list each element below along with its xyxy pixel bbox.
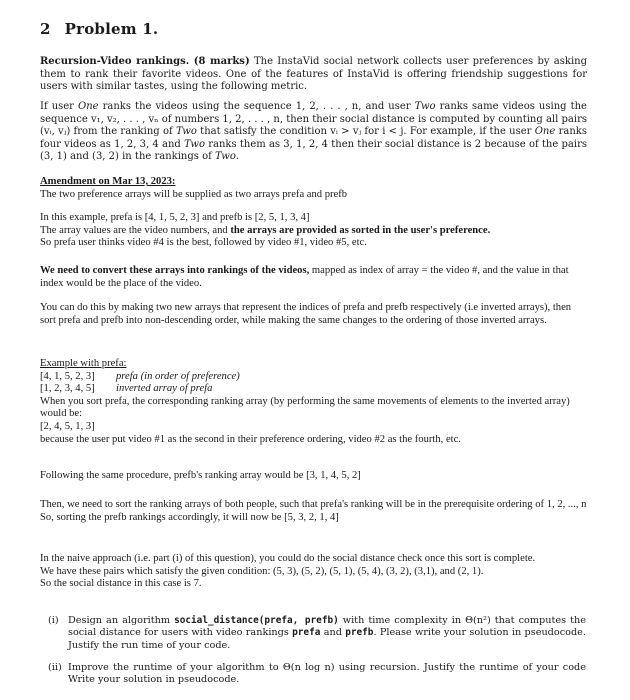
example-title: Example with prefa:	[40, 358, 127, 369]
section-title	[40, 20, 158, 38]
amendment-line: In this example, prefa is [4, 1, 5, 2, 3] and prefb is [2, 5, 1, 3, 4]	[40, 212, 310, 223]
then-text: Then, we need to sort the ranking arrays of both people, such that prefa's ranking will be in the prerequisite ordering of 1, 2, ..., n	[40, 499, 587, 510]
question-text	[68, 615, 586, 652]
user-two-name: Two	[414, 101, 436, 112]
question-label: (i)	[48, 615, 59, 626]
amendment-line: So prefa user thinks video #4 is the best, followed by video #1, video #5, etc.	[40, 237, 367, 249]
amendment-text: The array values are the video numbers, and	[40, 224, 228, 236]
code-inline: prefb	[345, 627, 374, 639]
naive-block	[40, 553, 587, 591]
code-inline: prefa	[292, 627, 321, 639]
prefb-ranking-text: Following the same procedure, prefb's ranking array would be [3, 1, 4, 5, 2]	[40, 470, 361, 481]
amendment-bold-text: the arrays are provided as sorted in the user's preference.	[230, 224, 491, 236]
user-one-name: One	[534, 126, 556, 138]
intro-heading: Recursion-Video rankings. (8 marks)	[40, 56, 250, 67]
naive-text: In the naive approach (i.e. part (i) of this question), you could do the social distance check once this sort is complete.	[40, 553, 536, 564]
amendment-line: The two preference arrays will be supplied as two arrays prefa and prefb	[40, 188, 348, 200]
distance-text: So the social distance in this case is 7.	[40, 578, 202, 590]
inverted-array-paragraph: You can do this by making two new arrays that represent the indices of prefa and prefb respectively (i.e inverted arrays), then sort prefa and prefb into non-descending order, while making the same changes to the ordering of those inverted arrays.	[40, 302, 572, 326]
example-array: [1, 2, 3, 4, 5]	[40, 383, 95, 395]
example-note: inverted array of prefa	[116, 383, 213, 395]
example-row	[40, 371, 587, 384]
example-note: prefa (in order of preference)	[116, 370, 240, 382]
because-text: because the user put video #1 as the second in their preference ordering, video #2 as the fourth, etc.	[40, 433, 461, 445]
def-text: ranks same videos using the sequence v₁, v₂, . . . , vₙ of numbers 1, 2, . . . , n, then their social distance is computed by counting all pairs (vᵢ, vⱼ) from the ranking of	[40, 101, 587, 138]
sort-text: When you sort prefa, the corresponding ranking array (by performing the same movements of elements to the inverted array) would be:	[40, 395, 570, 420]
def-text: ranks the videos using the sequence 1, 2, . . . , n, and user	[102, 101, 411, 112]
pairs-text: We have these pairs which satisfy the given condition: (5, 3), (5, 2), (5, 1), (5, 4), (3, 2), (3,1), and (2, 1).	[40, 565, 484, 577]
example-array: [4, 1, 5, 2, 3]	[40, 370, 95, 382]
conversion-text: mapped as index of array = the video #, and the value in that index would be the place of the video.	[40, 265, 569, 289]
q-text: Design an algorithm	[68, 615, 171, 626]
q-text: with time complexity in Θ(n²) that computes the social distance for users with video rankings	[68, 615, 586, 639]
conversion-paragraph	[40, 265, 587, 290]
question-item	[48, 615, 586, 652]
amendment-block	[40, 176, 587, 201]
def-text: that satisfy the condition vᵢ > vⱼ for i < j. For example, if the user	[200, 126, 532, 138]
q-text: and	[323, 627, 342, 639]
user-one-name: One	[78, 101, 99, 112]
user-two-name: Two	[184, 138, 205, 150]
amendment-title: Amendment on Mar 13, 2023:	[40, 176, 176, 187]
so-sorting-text: So, sorting the prefb rankings accordingly, it will now be [5, 3, 2, 1, 4]	[40, 511, 339, 523]
def-text: If user	[40, 101, 74, 112]
amendment-example-block	[40, 212, 587, 250]
ranking-array: [2, 4, 5, 1, 3]	[40, 420, 95, 432]
example-row	[40, 383, 587, 396]
section-number: 2	[40, 20, 51, 38]
section-heading: Problem 1.	[64, 20, 159, 38]
example-block	[40, 358, 587, 446]
code-inline: social_distance(prefa, prefb)	[174, 615, 339, 626]
q-text: . Please write your solution in pseudocode. Justify the run time of your code.	[68, 627, 586, 651]
def-text: ranks them as 3, 1, 2, 4 then their social distance is 2 because of the pairs (3, 1) and (3, 2) in the rankings of	[40, 138, 588, 163]
definition-paragraph	[40, 101, 587, 164]
intro-text: The InstaVid social network collects user preferences by asking them to rank their favorite videos. One of the features of InstaVid is offering friendship suggestions for users with similar tastes, using the following metric.	[40, 56, 587, 93]
question-item	[48, 662, 586, 687]
question-label: (ii)	[48, 662, 62, 673]
user-two-name: Two.	[214, 151, 239, 163]
question-text: Improve the runtime of your algorithm to Θ(n log n) using recursion. Justify the runtime of your code Write your solution in pseudocode.	[68, 662, 586, 686]
def-text: ranks four videos as 1, 2, 3, 4 and	[40, 126, 587, 150]
amendment-line	[40, 225, 587, 238]
user-two-name: Two	[175, 126, 197, 138]
intro-paragraph	[40, 56, 587, 94]
sorting-block	[40, 499, 587, 524]
conversion-bold: We need to convert these arrays into rankings of the videos,	[40, 265, 310, 276]
